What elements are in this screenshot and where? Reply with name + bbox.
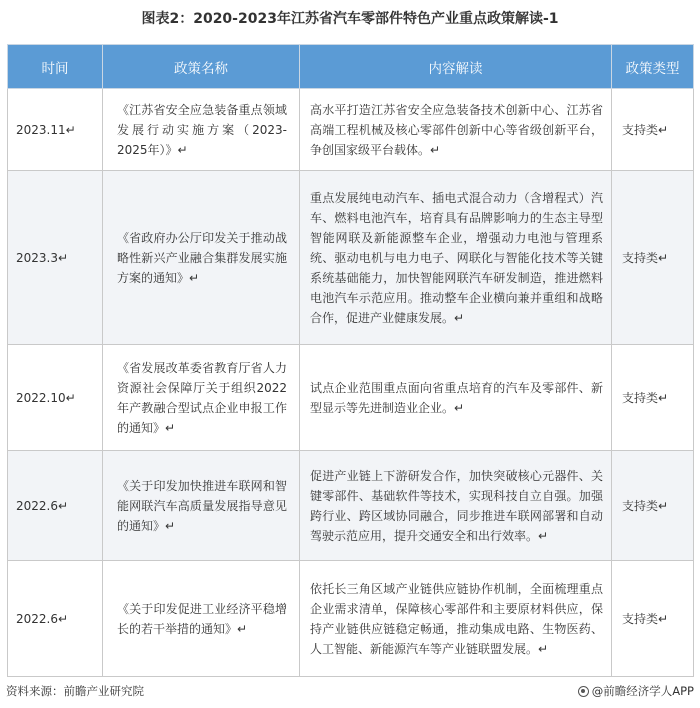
table-header-row [8, 45, 694, 89]
table-row [8, 171, 694, 345]
cell-policy-type: 支持类↵ [612, 89, 694, 171]
cell-content: 高水平打造江苏省安全应急装备技术创新中心、江苏省高端工程机械及核心零部件创新中心等省级创新平台，争创国家级平台载体。↵ [300, 89, 612, 171]
table-row [8, 561, 694, 677]
brand-credit [578, 683, 694, 699]
cell-policy-type: 支持类↵ [612, 345, 694, 451]
brand-credit-label: @前瞻经济学人APP [591, 684, 694, 698]
table-row [8, 89, 694, 171]
header-time: 时间 [8, 45, 103, 89]
qianzhan-logo-icon [578, 686, 589, 697]
source-note: 资料来源：前瞻产业研究院 [6, 684, 144, 698]
cell-content: 试点企业范围重点面向省重点培育的汽车及零部件、新型显示等先进制造业企业。↵ [300, 345, 612, 451]
table-row [8, 451, 694, 561]
header-policy-type: 政策类型 [612, 45, 694, 89]
cell-policy-name: 《省政府办公厅印发关于推动战略性新兴产业融合集群发展实施方案的通知》↵ [103, 171, 300, 345]
cell-policy-type: 支持类↵ [612, 451, 694, 561]
cell-content: 依托长三角区域产业链供应链协作机制，全面梳理重点企业需求清单，保障核心零部件和主要原材料供应，保持产业链供应链稳定畅通，推动集成电路、生物医药、人工智能、新能源汽车等产业链联盟发展。↵ [300, 561, 612, 677]
cell-content: 重点发展纯电动汽车、插电式混合动力（含增程式）汽车、燃料电池汽车，培育具有品牌影响力的生态主导型智能网联及新能源整车企业，增强动力电池与管理系统、驱动电机与电力电子、网联化与智能化技术等关键系统基础能力，加快智能网联汽车研发制造，推进燃料电池汽车示范应用。推动整车企业横向兼并重组和战略合作，促进产业健康发展。↵ [300, 171, 612, 345]
cell-policy-type: 支持类↵ [612, 171, 694, 345]
policy-table [7, 44, 694, 677]
header-content: 内容解读 [300, 45, 612, 89]
cell-policy-name: 《省发展改革委省教育厅省人力资源社会保障厅关于组织2022年产教融合型试点企业申报工作的通知》↵ [103, 345, 300, 451]
cell-content: 促进产业链上下游研发合作，加快突破核心元器件、关键零部件、基础软件等技术，实现科技自立自强。加强跨行业、跨区域协同融合，同步推进车联网部署和自动驾驶示范应用，提升交通安全和出行效率。↵ [300, 451, 612, 561]
cell-policy-name: 《关于印发促进工业经济平稳增长的若干举措的通知》↵ [103, 561, 300, 677]
cell-time: 2022.6↵ [8, 561, 103, 677]
header-policy-name: 政策名称 [103, 45, 300, 89]
cell-time: 2023.3↵ [8, 171, 103, 345]
cell-policy-name: 《江苏省安全应急装备重点领域发展行动实施方案（2023-2025年）》↵ [103, 89, 300, 171]
cell-time: 2022.10↵ [8, 345, 103, 451]
table-row [8, 345, 694, 451]
chart-title: 图表2：2020-2023年江苏省汽车零部件特色产业重点政策解读-1 [141, 11, 559, 27]
cell-time: 2023.11↵ [8, 89, 103, 171]
cell-time: 2022.6↵ [8, 451, 103, 561]
cell-policy-type: 支持类↵ [612, 561, 694, 677]
cell-policy-name: 《关于印发加快推进车联网和智能网联汽车高质量发展指导意见的通知》↵ [103, 451, 300, 561]
